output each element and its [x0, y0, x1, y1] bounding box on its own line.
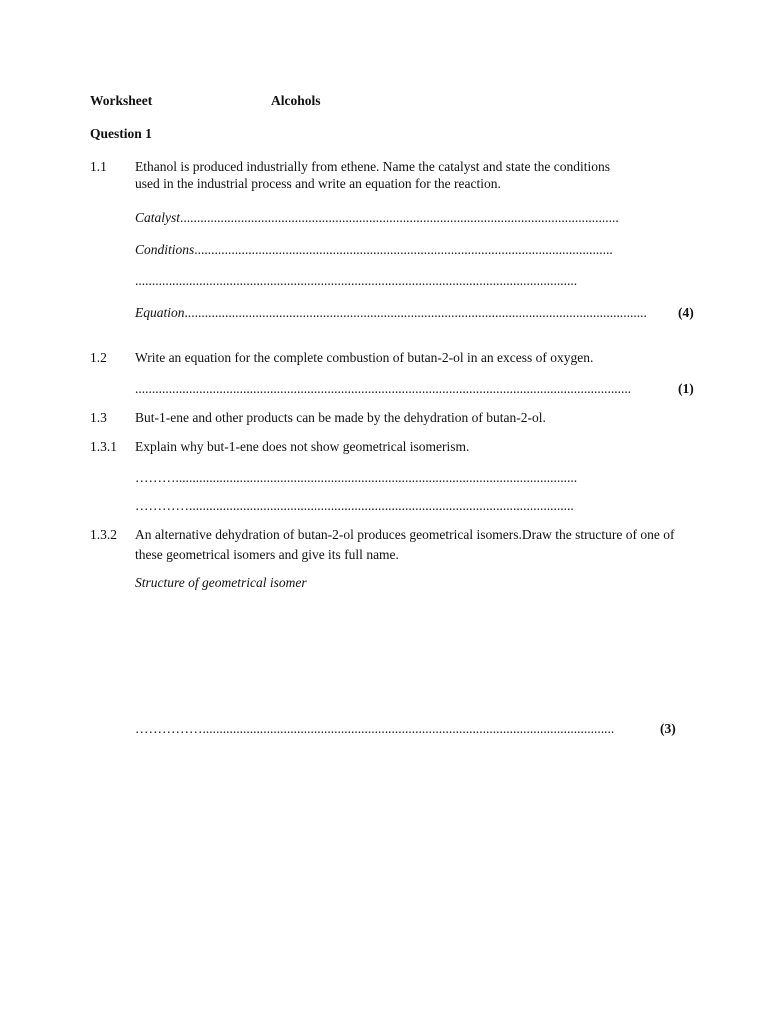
- question-text-1-2: Write an equation for the complete combustion of butan-2-ol in an excess of oxygen.: [135, 350, 594, 365]
- question-text-1-3-1: Explain why but-1-ene does not show geometrical isomerism.: [135, 439, 470, 454]
- question-text-1-1-line2: used in the industrial process and write an equation for the reaction.: [135, 176, 501, 191]
- marks-1-2: (1): [678, 381, 694, 396]
- conditions-dots: ............................................................................................................................: [194, 242, 613, 257]
- structure-drawing-area[interactable]: [135, 600, 675, 710]
- question-text-1-3: But-1-ene and other products can be made by the dehydration of butan-2-ol.: [135, 410, 546, 425]
- question-number-1-1: 1.1: [90, 159, 107, 174]
- conditions-answer-line[interactable]: [135, 242, 613, 258]
- question-text-1-1-line1: Ethanol is produced industrially from ethene. Name the catalyst and state the conditions: [135, 159, 610, 174]
- worksheet-label: Worksheet: [90, 93, 153, 108]
- marks-1-3-2: (3): [660, 721, 676, 736]
- question-number-1-3-1: 1.3.1: [90, 439, 117, 454]
- marks-1-1: (4): [678, 305, 694, 320]
- question-number-1-3: 1.3: [90, 410, 107, 425]
- conditions-label: Conditions: [135, 242, 195, 257]
- equation-dots: .........................................................................................................................................: [184, 305, 647, 320]
- conditions-answer-line-2[interactable]: ...................................................................................................................................: [135, 273, 578, 288]
- equation-label: Equation: [135, 305, 185, 320]
- catalyst-answer-line[interactable]: [135, 210, 619, 226]
- catalyst-label: Catalyst: [135, 210, 181, 225]
- worksheet-topic: Alcohols: [271, 93, 321, 108]
- answer-line-1-2[interactable]: ...................................................................................................................................................: [135, 381, 632, 396]
- question-text-1-3-2-line1: An alternative dehydration of butan-2-ol produces geometrical isomers.Draw the structure of one of: [135, 527, 675, 542]
- question-text-1-3-2-line2: these geometrical isomers and give its full name.: [135, 547, 399, 562]
- equation-answer-line[interactable]: [135, 305, 647, 321]
- catalyst-dots: ..................................................................................................................................: [180, 210, 619, 225]
- question-number-1-3-2: 1.3.2: [90, 527, 117, 542]
- answer-line-1-3-2[interactable]: ……………..........................................................................................................................: [135, 721, 615, 736]
- structure-label: Structure of geometrical isomer: [135, 575, 307, 590]
- question-number-1-2: 1.2: [90, 350, 107, 365]
- question-title: Question 1: [90, 126, 152, 141]
- answer-line-1-3-1-a[interactable]: ……….......................................................................................................................: [135, 470, 578, 485]
- answer-line-1-3-1-b[interactable]: …………..................................................................................................................: [135, 498, 574, 513]
